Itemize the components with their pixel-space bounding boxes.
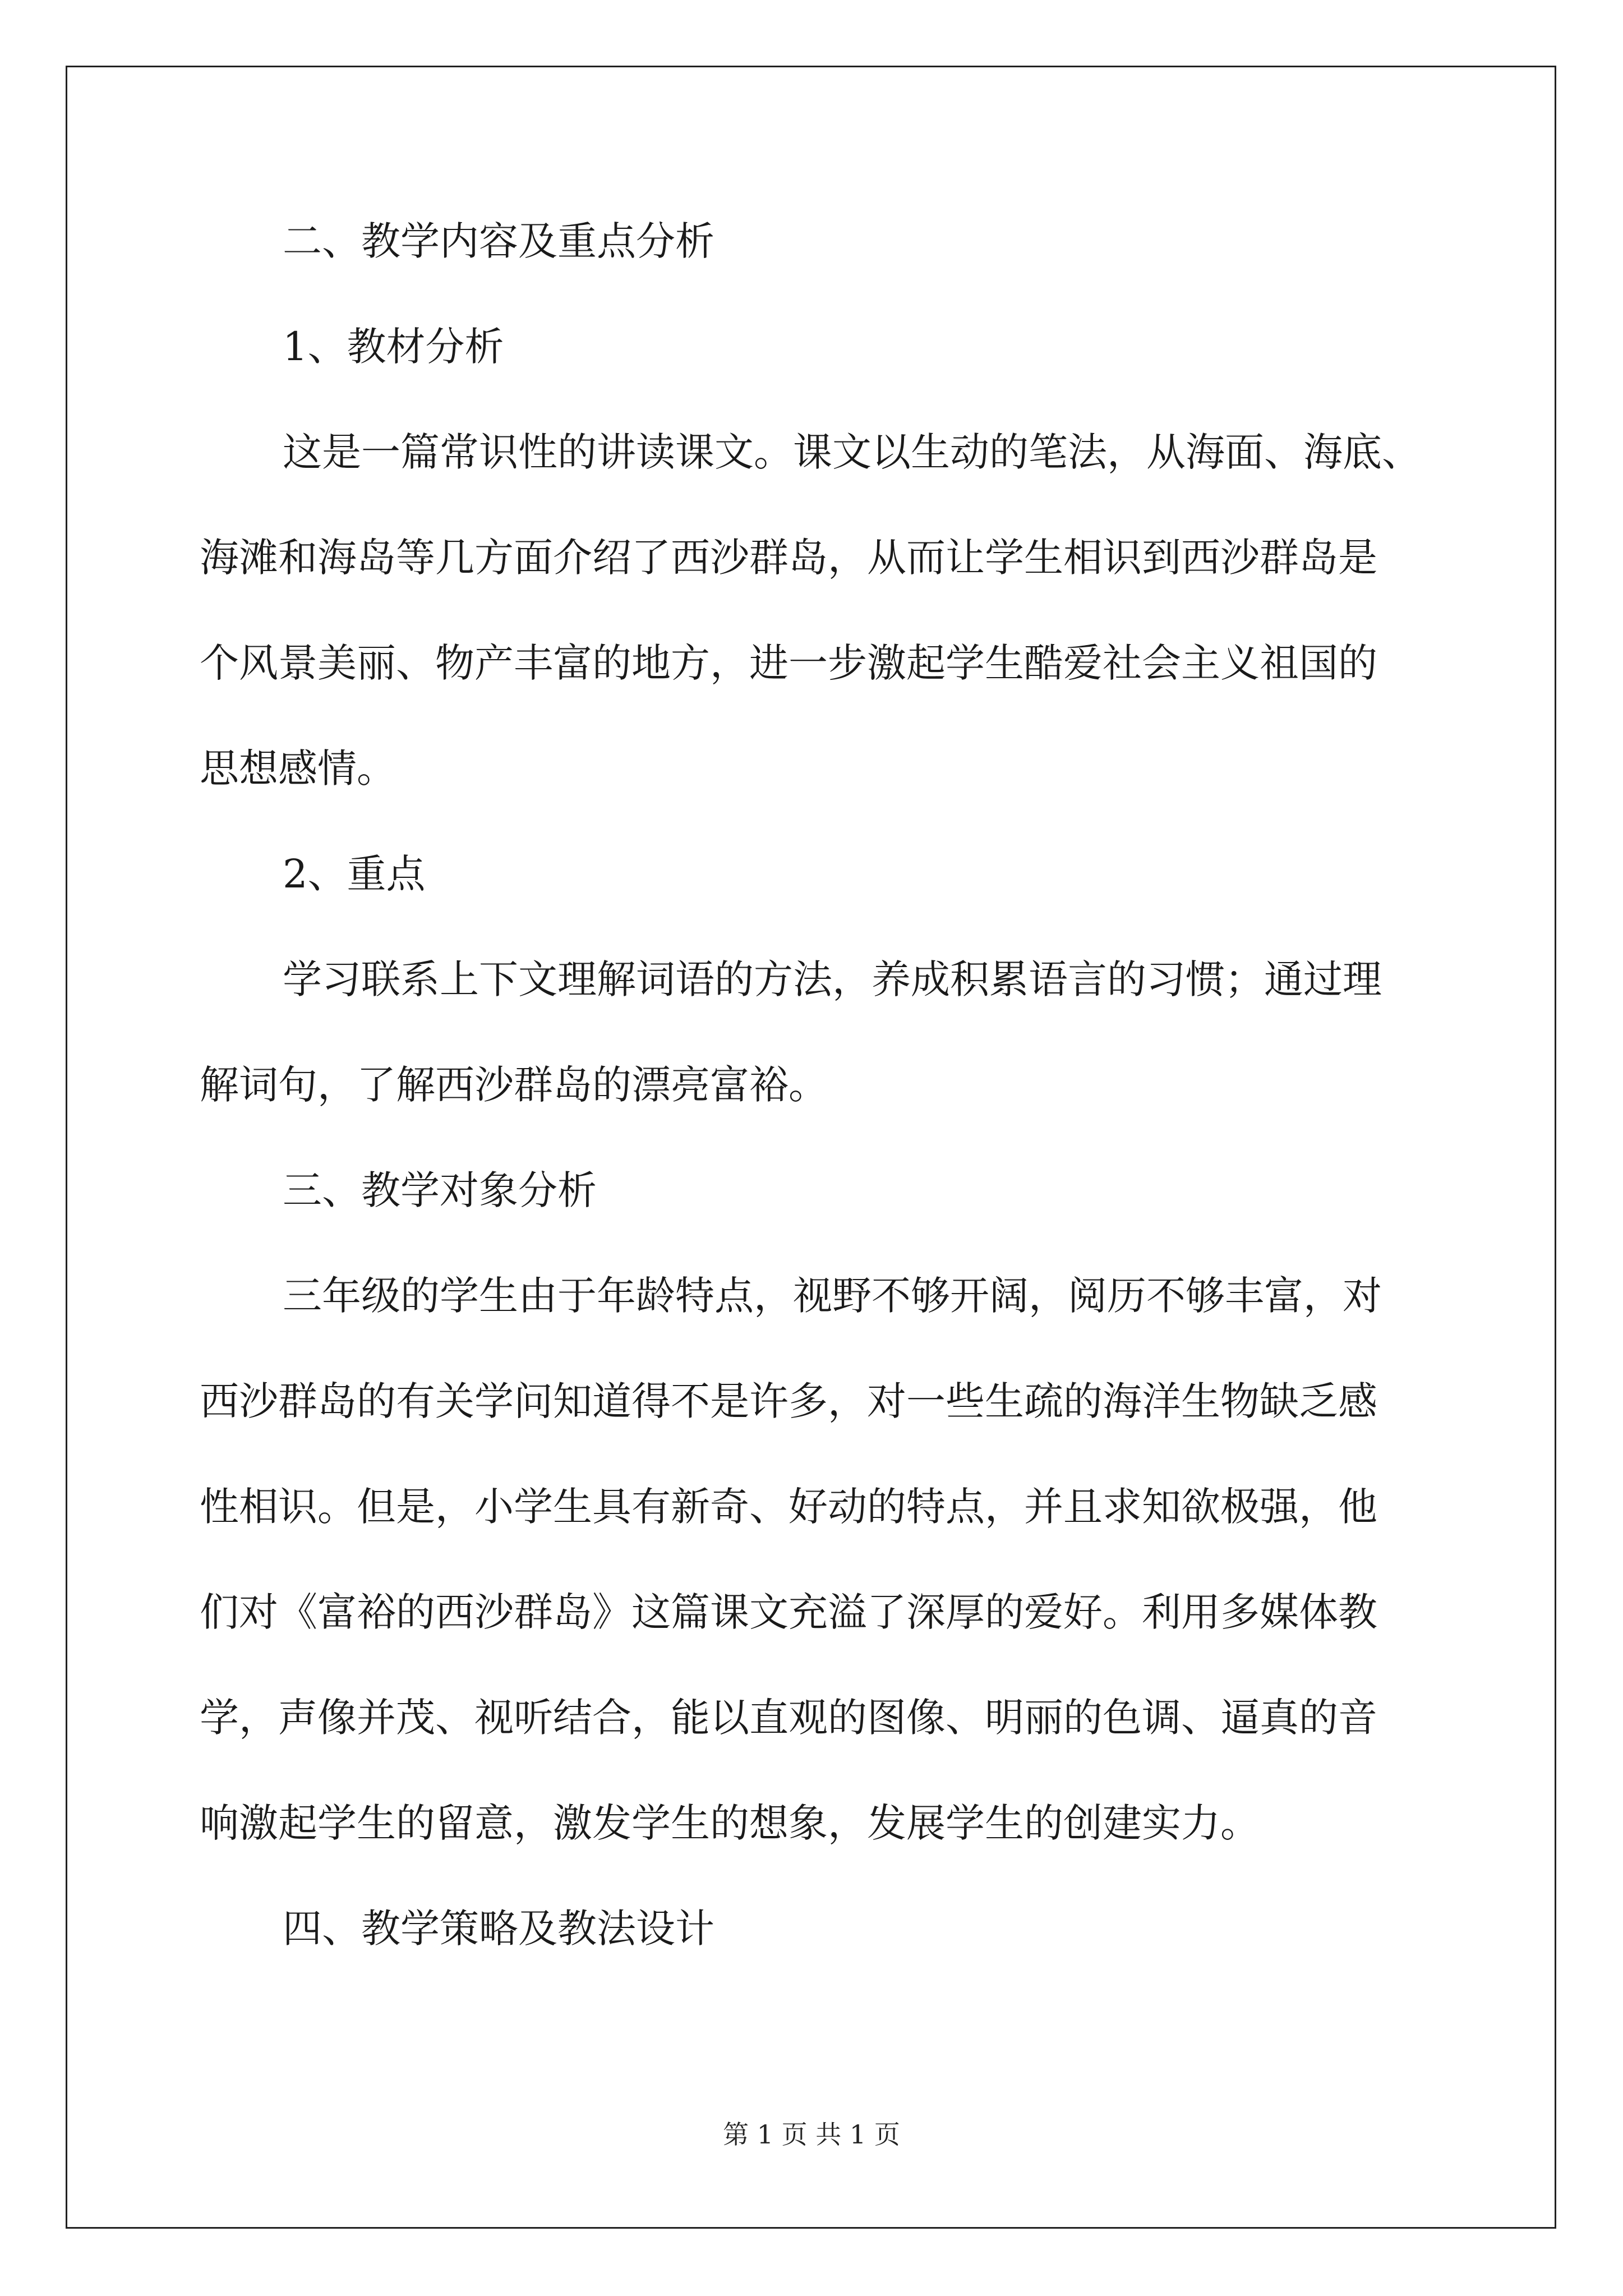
paragraph-line: 海滩和海岛等几方面介绍了西沙群岛，从而让学生相识到西沙群岛是 — [200, 535, 1377, 581]
paragraph-line: 学，声像并茂、视听结合，能以直观的图像、明丽的色调、逼真的音 — [200, 1695, 1377, 1741]
paragraph-line: 解词句，了解西沙群岛的漂亮富裕。 — [200, 1062, 828, 1108]
paragraph-line: 这是一篇常识性的讲读课文。课文以生动的笔法，从海面、海底、 — [283, 429, 1421, 475]
paragraph-line: 性相识。但是，小学生具有新奇、好动的特点，并且求知欲极强，他 — [200, 1484, 1377, 1530]
section-heading-strategy: 四、教学策略及教法设计 — [283, 1906, 714, 1952]
paragraph-line: 学习联系上下文理解词语的方法，养成积累语言的习惯；通过理 — [283, 956, 1382, 1002]
paragraph-line: 个风景美丽、物产丰富的地方，进一步激起学生酷爱社会主义祖国的 — [200, 640, 1377, 686]
paragraph-line: 思想感情。 — [200, 746, 396, 792]
subheading-textbook-analysis: 1、教材分析 — [283, 324, 504, 370]
paragraph-line: 三年级的学生由于年龄特点，视野不够开阔，阅历不够丰富，对 — [283, 1273, 1382, 1319]
paragraph-line: 们对《富裕的西沙群岛》这篇课文充溢了深厚的爱好。利用多媒体教 — [200, 1589, 1377, 1635]
paragraph-line: 响激起学生的留意，激发学生的想象，发展学生的创建实力。 — [200, 1800, 1260, 1846]
document-body — [200, 213, 1433, 1957]
section-heading-content: 二、教学内容及重点分析 — [283, 218, 714, 264]
subheading-key-points: 2、重点 — [283, 851, 426, 897]
paragraph-line: 西沙群岛的有关学问知道得不是许多，对一些生疏的海洋生物缺乏感 — [200, 1378, 1377, 1424]
section-heading-audience: 三、教学对象分析 — [283, 1167, 597, 1213]
page-number: 第 1 页 共 1 页 — [723, 2119, 900, 2150]
